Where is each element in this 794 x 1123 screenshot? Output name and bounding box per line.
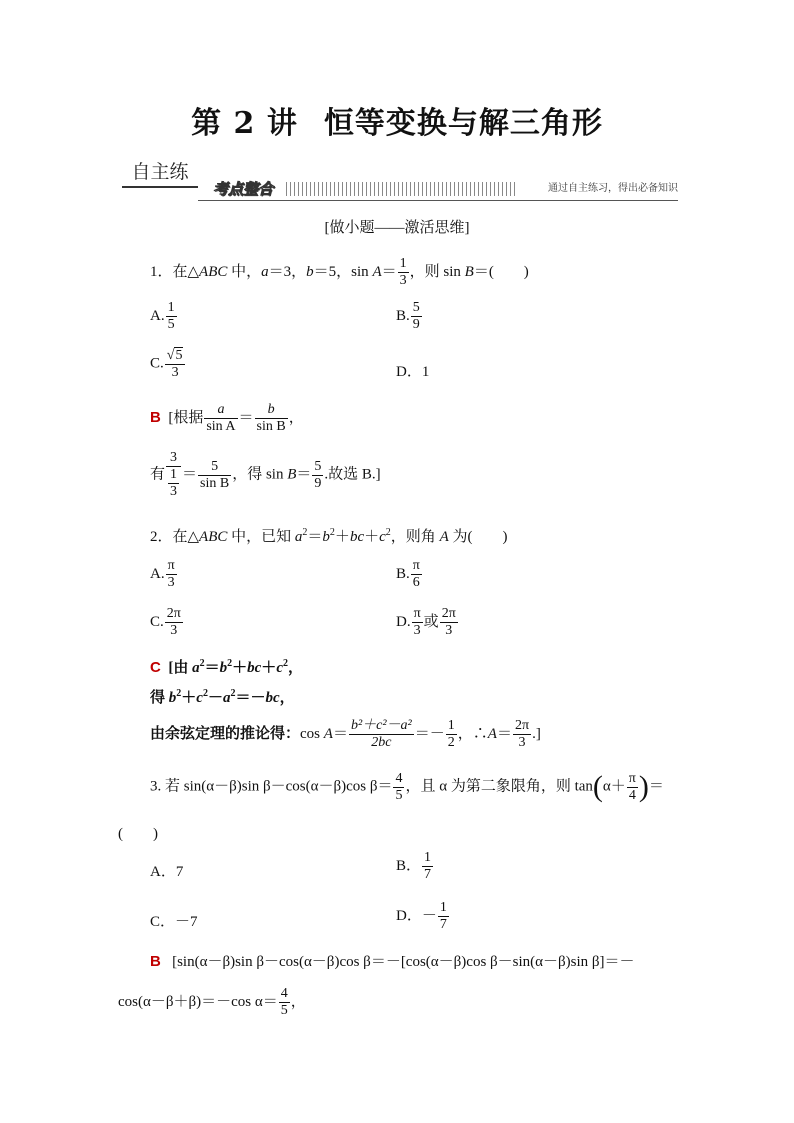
text: [由 [168, 660, 193, 676]
denominator [349, 735, 414, 751]
banner-label: 自主练 [122, 158, 198, 188]
denominator: 2 [447, 735, 455, 750]
lecture-title: 恒等变换与解三角形 [323, 106, 603, 141]
q1-solution-line-2 [150, 450, 381, 500]
text: ＝ [648, 778, 664, 795]
q2-solution-line-2: 得 $b^2+c^2-a^2=-bc$， [150, 688, 295, 706]
exponent: 2 [282, 658, 288, 669]
text: ＝－ [414, 725, 445, 742]
numerator: 1 [167, 300, 175, 315]
numerator: 2π [166, 606, 181, 621]
text: ＋ [181, 690, 197, 706]
text: ＝ [307, 529, 323, 545]
text: 中，已知 [227, 529, 295, 545]
denominator: 7 [424, 867, 432, 882]
text: ，得 sin [232, 466, 288, 483]
q1-solution-line-1 [150, 402, 304, 435]
option-letter: C. [150, 355, 164, 372]
q1-option-b [396, 300, 423, 333]
q2-option-d [396, 606, 459, 639]
q1-option-d: D．1 [396, 364, 430, 380]
text: ＝ [332, 725, 348, 742]
text: ， [287, 660, 303, 676]
section-heading: [做小题——激活思维] [324, 220, 470, 236]
var: b [306, 263, 314, 280]
fraction [255, 402, 288, 435]
text: .故选 B.] [324, 466, 381, 483]
fraction [411, 558, 422, 591]
page-title [0, 98, 794, 142]
var: B [287, 466, 297, 483]
text: [sin(α－β)sin β－cos(α－β)cos β＝－[cos(α－β)cos β－sin(α－β)sin β]＝－ [172, 954, 635, 970]
text: ， [290, 993, 306, 1010]
right-paren: ) [638, 770, 649, 803]
var: c [276, 660, 283, 676]
option-letter: C. [150, 613, 164, 630]
q3-option-d [396, 900, 450, 933]
text: ＝ [204, 660, 220, 676]
var: b [267, 402, 275, 417]
var: ABC [199, 529, 228, 545]
denominator: sin A [206, 419, 236, 434]
text: ＝ [381, 263, 397, 280]
text: 由余弦定理的推论得： [150, 725, 301, 742]
var: bc [247, 660, 262, 676]
fraction [440, 606, 458, 639]
numerator: 2π [441, 606, 456, 621]
numerator [204, 402, 237, 419]
text: ＋ [232, 660, 248, 676]
denominator: 9 [412, 317, 420, 332]
banner-stripes [286, 182, 516, 196]
banner-rule [198, 200, 678, 201]
denominator: 4 [628, 787, 636, 803]
numerator: π [628, 770, 636, 786]
denominator [166, 467, 181, 500]
text: ，∴ [457, 725, 488, 742]
q3-solution-line-2 [118, 986, 306, 1019]
q3-option-b [396, 850, 434, 883]
var: a [294, 529, 303, 545]
numerator: π [167, 558, 175, 573]
text: ， [279, 690, 295, 706]
banner-sub-label: 考点整合 [212, 180, 273, 198]
text: ，则 sin [409, 263, 465, 280]
option-letter: A. [150, 565, 165, 582]
section-banner [122, 158, 678, 204]
text: ，则角 [390, 529, 440, 545]
var: b [219, 660, 228, 676]
var: c [379, 529, 386, 545]
fraction [198, 459, 231, 492]
fraction [168, 467, 179, 500]
denominator: 3 [170, 623, 178, 638]
complex-fraction [166, 450, 181, 500]
banner-hint: 通过自主练习，得出必备知识 [548, 183, 678, 194]
numerator [349, 718, 414, 735]
var: bc [265, 690, 280, 706]
numerator: 1 [170, 467, 178, 482]
fraction [393, 771, 404, 804]
radicand: 5 [175, 348, 183, 363]
option-letter: B. [396, 307, 410, 324]
denominator: 9 [314, 475, 322, 491]
text: ＝ [238, 409, 254, 426]
fraction [349, 718, 414, 751]
text: ＝ [496, 725, 512, 742]
numerator: 1 [447, 718, 455, 733]
q2-option-a [150, 558, 178, 591]
fraction [412, 606, 423, 639]
fraction [411, 300, 422, 333]
q2-solution-line-3 [150, 718, 541, 751]
fraction [204, 402, 237, 435]
q2-solution-line-1 [150, 656, 303, 677]
numerator: 1 [439, 900, 447, 915]
text: 1．在△ [150, 263, 200, 280]
fraction [422, 850, 433, 883]
exponent: 2 [230, 688, 236, 699]
q1-option-a [150, 300, 178, 333]
exponent: 2 [385, 527, 391, 538]
text: ＝3， [268, 263, 307, 280]
question-1-stem [150, 256, 529, 289]
fraction [165, 347, 186, 381]
text: [根据 [168, 409, 204, 426]
var: b [168, 690, 177, 706]
numerator: 2π [514, 718, 530, 733]
denominator: 3 [171, 365, 179, 380]
fraction [166, 558, 177, 591]
numerator: 1 [399, 256, 407, 271]
text: 中， [227, 263, 262, 280]
var: a [192, 660, 200, 676]
fraction [165, 606, 183, 639]
exponent: 2 [302, 527, 308, 538]
fraction [312, 459, 323, 492]
denominator: 5 [395, 787, 403, 803]
q3-option-c: C．－7 [150, 914, 198, 930]
numerator: π [412, 558, 420, 573]
text: ＝( ) [473, 263, 529, 280]
numerator: 5 [412, 300, 420, 315]
var: c [196, 690, 203, 706]
numerator: 1 [424, 850, 432, 865]
exponent: 2 [329, 527, 335, 538]
text: ＋ [334, 529, 350, 545]
exponent: 2 [199, 658, 205, 669]
text: 2．在△ [150, 529, 200, 545]
var: A [372, 263, 382, 280]
numerator: 5 [198, 459, 231, 476]
var: A [323, 725, 333, 742]
question-2-stem [150, 525, 507, 546]
fraction [398, 256, 409, 289]
text: ＝ [296, 466, 312, 483]
q3-answer-paren: ( ) [118, 826, 158, 842]
denominator: sin B [256, 419, 286, 434]
denominator: 7 [439, 917, 447, 932]
exponent: 2 [227, 658, 233, 669]
denominator: 3 [518, 735, 526, 750]
fraction [446, 718, 457, 751]
denominator: 3 [445, 623, 453, 638]
answer-letter: C [150, 659, 161, 676]
text: cos [300, 725, 324, 742]
var: b [322, 529, 330, 545]
text: 3. 若 sin(α－β)sin β－cos(α－β)cos β＝ [150, 778, 393, 795]
text: ＝ [182, 466, 198, 483]
expression: b²＋c²－a² [350, 718, 412, 733]
fraction [279, 986, 290, 1019]
left-paren: ( [592, 770, 603, 803]
text: 或 [423, 613, 439, 630]
fraction [627, 771, 638, 804]
text: ＝－ [235, 690, 266, 706]
fraction [513, 718, 531, 751]
numerator: 5 [314, 458, 322, 474]
lecture-number: 第 2 讲 [191, 106, 298, 141]
denominator: 5 [280, 1003, 288, 1018]
option-letter: B． [396, 857, 422, 874]
numerator: 4 [280, 986, 288, 1001]
var: a [217, 402, 225, 417]
q2-option-c [150, 606, 184, 639]
numerator: √5 [165, 347, 186, 365]
denominator: 3 [413, 623, 421, 638]
text: 得 [150, 690, 169, 706]
question-3-stem [150, 770, 664, 804]
denominator: sin B [200, 475, 230, 491]
text: ＝5，sin [313, 263, 373, 280]
denominator: 3 [167, 575, 175, 590]
text: α＋ [602, 778, 626, 795]
var: A [439, 529, 449, 545]
exponent: 2 [202, 688, 208, 699]
text: ＋ [261, 660, 277, 676]
text: .] [532, 725, 541, 742]
var: bc [349, 529, 365, 545]
fraction [438, 900, 449, 933]
fraction [166, 300, 177, 333]
text: 为( ) [448, 529, 508, 545]
var: B [464, 263, 474, 280]
q2-option-b [396, 558, 423, 591]
var: a [261, 263, 269, 280]
numerator: π [413, 606, 421, 621]
q1-option-c [150, 347, 186, 381]
denominator: 3 [170, 484, 178, 499]
option-letter: A. [150, 307, 165, 324]
denominator: 3 [399, 273, 407, 288]
option-letter: B. [396, 565, 410, 582]
option-letter: D. [396, 613, 411, 630]
q3-option-a: A．7 [150, 864, 184, 880]
text: ＋ [364, 529, 380, 545]
text: 有 [150, 466, 166, 483]
exponent: 2 [176, 688, 182, 699]
q3-solution-line-1 [150, 950, 635, 971]
option-letter: D．－ [396, 907, 437, 924]
var: a [222, 690, 231, 706]
numerator: 4 [395, 770, 403, 786]
var: ABC [199, 263, 228, 280]
expression: 2bc [371, 735, 392, 750]
numerator: 3 [166, 450, 181, 467]
answer-letter: B [150, 408, 161, 426]
text: ， [288, 409, 304, 426]
text: cos(α－β＋β)＝－cos α＝ [118, 993, 278, 1010]
text: ，且 α 为第二象限角，则 tan [405, 778, 593, 795]
numerator [255, 402, 288, 419]
denominator: 6 [412, 575, 420, 590]
denominator: 5 [167, 317, 175, 332]
var: A [487, 725, 497, 742]
answer-letter: B [150, 953, 161, 970]
